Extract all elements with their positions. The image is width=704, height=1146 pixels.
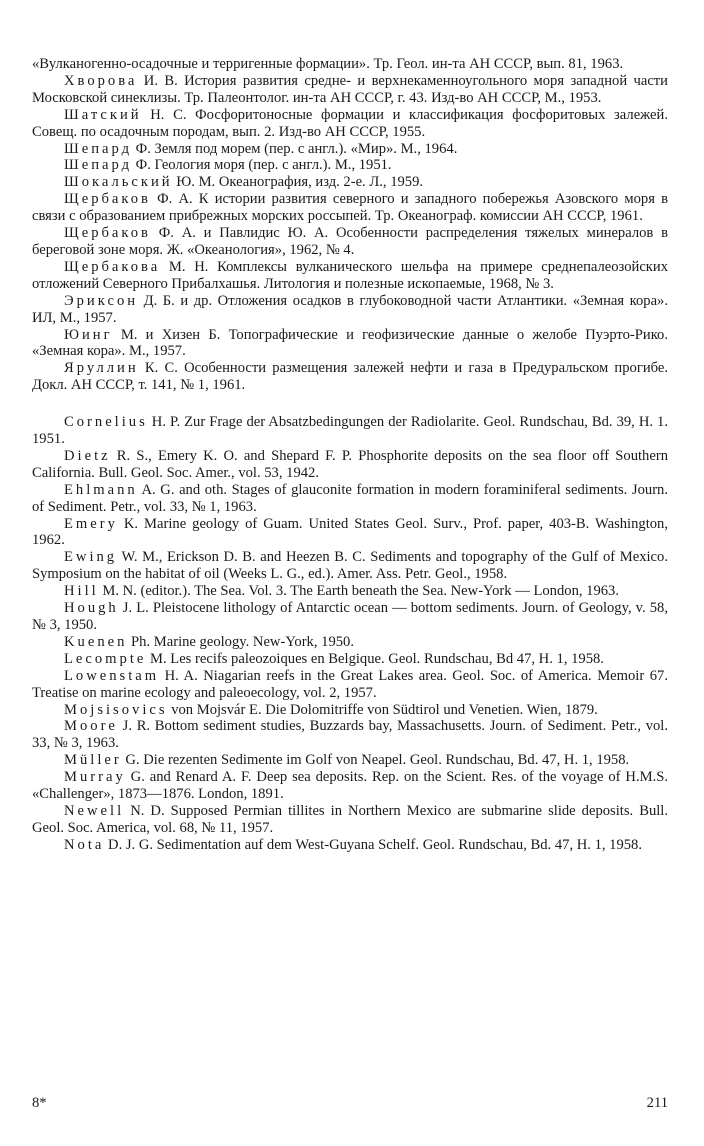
reference-author: Müller bbox=[64, 752, 122, 769]
reference-author: Шокальский bbox=[64, 174, 173, 191]
reference-text: М. и Хизен Б. Топографические и геофизические данные о желобе Пуэрто-Рико. «Земная кора». М., 1957. bbox=[32, 326, 668, 360]
reference-author: Щербакова bbox=[64, 258, 161, 275]
reference-entry bbox=[32, 141, 668, 158]
reference-entry bbox=[32, 73, 668, 107]
reference-author: Mojsisovics bbox=[64, 701, 168, 718]
reference-author: Moore bbox=[64, 718, 118, 735]
reference-entry bbox=[32, 191, 668, 225]
reference-text: И. В. История развития средне- и верхнекаменноугольного моря западной части Московской синеклизы. Тр. Палеонтолог. ин-та АН СССР, г. 43. Изд-во АН СССР, М., 1953. bbox=[32, 72, 668, 106]
reference-text: Д. Б. и др. Отложения осадков в глубоководной части Атлантики. «Земная кора». ИЛ, М., 1957. bbox=[32, 292, 668, 326]
reference-entry bbox=[32, 414, 668, 448]
reference-text: Ф. Земля под морем (пер. с англ.). «Мир». М., 1964. bbox=[132, 140, 458, 157]
reference-text: J. R. Bottom sediment studies, Buzzards bay, Massachusetts. Journ. of Sediment. Petr., vol. 33, № 3, 1963. bbox=[32, 718, 668, 752]
reference-text: Ф. А. К истории развития северного и западного побережья Азовского моря в связи с образованием прибрежных морских россыпей. Тр. Океанограф. комиссии АН СССР, 1961. bbox=[32, 191, 668, 225]
reference-text: Ф. Геология моря (пер. с англ.). М., 1951. bbox=[132, 157, 392, 174]
reference-entry bbox=[32, 516, 668, 550]
reference-entry bbox=[32, 803, 668, 837]
reference-entry bbox=[32, 448, 668, 482]
signature-mark: 8* bbox=[32, 1095, 47, 1111]
reference-author: Lowenstam bbox=[64, 667, 160, 684]
reference-entry bbox=[32, 549, 668, 583]
reference-author: Lecompte bbox=[64, 650, 147, 667]
references-foreign bbox=[32, 414, 668, 854]
section-gap bbox=[32, 394, 668, 414]
reference-text: J. L. Pleistocene lithology of Antarctic ocean — bottom sediments. Journ. of Geology, v. 58, № 3, 1950. bbox=[32, 600, 668, 633]
reference-author: Emery bbox=[64, 515, 118, 532]
reference-author: Шепард bbox=[64, 157, 133, 174]
reference-author: Murray bbox=[64, 769, 126, 786]
page-footer bbox=[32, 1095, 668, 1112]
reference-entry bbox=[32, 668, 668, 702]
reference-entry bbox=[32, 837, 668, 854]
reference-entry bbox=[32, 769, 668, 803]
reference-entry bbox=[32, 225, 668, 259]
reference-text: D. J. G. Sedimentation auf dem West-Guyana Schelf. Geol. Rundschau, Bd. 47, H. 1, 1958. bbox=[104, 836, 643, 853]
reference-author: Шепард bbox=[64, 140, 133, 157]
reference-text: G. and Renard A. F. Deep sea deposits. Rep. on the Scient. Res. of the voyage of H.M.S. «Challenger», 1873—1876. London, 1891. bbox=[32, 769, 668, 803]
reference-entry bbox=[32, 174, 668, 191]
reference-author: Шатский bbox=[64, 106, 142, 123]
reference-text: Ю. М. Океанография, изд. 2-е. Л., 1959. bbox=[172, 174, 424, 191]
page-number: 211 bbox=[646, 1095, 668, 1111]
references-russian bbox=[32, 56, 668, 394]
reference-text: К. С. Особенности размещения залежей нефти и газа в Предуральском прогибе. Докл. АН СССР, т. 141, № 1, 1961. bbox=[32, 360, 668, 394]
reference-text: M. N. (editor.). The Sea. Vol. 3. The Earth beneath the Sea. New-York — London, 1963. bbox=[98, 583, 620, 600]
reference-entry bbox=[32, 752, 668, 769]
reference-text: М. Н. Комплексы вулканического шельфа на примере среднепалеозойских отложений Северного Прибалхашья. Литология и полезные ископаемые, 1968, № 3. bbox=[32, 258, 668, 292]
reference-author: Cornelius bbox=[64, 414, 148, 431]
reference-text: M. Les recifs paleozoiques en Belgique. Geol. Rundschau, Bd 47, H. 1, 1958. bbox=[146, 650, 604, 667]
reference-author: Ehlmann bbox=[64, 481, 138, 498]
reference-entry bbox=[32, 718, 668, 752]
reference-author: Nota bbox=[64, 836, 105, 853]
reference-entry bbox=[32, 651, 668, 668]
reference-text: H. P. Zur Frage der Absatzbedingungen der Radiolarite. Geol. Rundschau, Bd. 39, H. 1. 1951. bbox=[32, 414, 668, 448]
reference-entry bbox=[32, 157, 668, 174]
reference-author: Щербаков bbox=[64, 225, 151, 242]
reference-entry bbox=[32, 583, 668, 600]
reference-text: «Вулканогенно-осадочные и терригенные формации». Тр. Геол. ин-та АН СССР, вып. 81, 1963. bbox=[32, 56, 624, 72]
reference-entry bbox=[32, 56, 668, 73]
reference-text: R. S., Emery K. O. and Shepard F. P. Phosphorite deposits on the sea floor off Southern California. Bull. Geol. Soc. Amer., vol. 53, 1942. bbox=[32, 447, 668, 481]
reference-text: Н. С. Фосфоритоносные формации и классификация фосфоритовых залежей. Совещ. по осадочным породам, вып. 2. Изд-во АН СССР, 1955. bbox=[32, 106, 668, 140]
reference-author: Newell bbox=[64, 802, 125, 819]
reference-entry bbox=[32, 702, 668, 719]
reference-text: N. D. Supposed Permian tillites in Northern Mexico are submarine slide deposits. Bull. Geol. Soc. America, vol. 68, № 11, 1957. bbox=[32, 802, 668, 836]
reference-author: Эриксон bbox=[64, 292, 139, 309]
reference-entry bbox=[32, 634, 668, 651]
reference-entry bbox=[32, 259, 668, 293]
reference-author: Хворова bbox=[64, 72, 138, 89]
reference-author: Яруллин bbox=[64, 360, 139, 377]
reference-author: Kuenen bbox=[64, 633, 128, 650]
reference-text: Ф. А. и Павлидис Ю. А. Особенности распределения тяжелых минералов в береговой зоне моря. Ж. «Океанология», 1962, № 4. bbox=[32, 225, 668, 258]
reference-author: Щербаков bbox=[64, 191, 151, 208]
reference-entry bbox=[32, 107, 668, 141]
reference-text: Ph. Marine geology. New-York, 1950. bbox=[127, 633, 354, 650]
reference-text: H. A. Niagarian reefs in the Great Lakes area. Geol. Soc. of America. Memoir 67. Treatise on marine ecology and paleoecology, vol. 2, 1957. bbox=[32, 667, 668, 701]
reference-text: A. G. and oth. Stages of glauconite formation in modern foraminiferal sediments. Journ. of Sediment. Petr., vol. 33, № 1, 1963. bbox=[32, 481, 668, 515]
reference-entry bbox=[32, 482, 668, 516]
reference-entry bbox=[32, 600, 668, 634]
page-content bbox=[32, 56, 668, 854]
reference-text: G. Die rezenten Sedimente im Golf von Neapel. Geol. Rundschau, Bd. 47, H. 1, 1958. bbox=[121, 752, 630, 769]
reference-author: Dietz bbox=[64, 447, 111, 464]
reference-author: Ewing bbox=[64, 549, 118, 566]
reference-author: Hill bbox=[64, 583, 99, 600]
reference-text: von Mojsvár E. Die Dolomitriffe von Südtirol und Venetien. Wien, 1879. bbox=[167, 701, 598, 718]
reference-text: W. M., Erickson D. B. and Heezen B. C. Sediments and topography of the Gulf of Mexico. Symposium on the habitat of oil (Weeks L. G., ed.). Amer. Ass. Petr. Geol., 1958. bbox=[32, 549, 668, 583]
reference-text: K. Marine geology of Guam. United States Geol. Surv., Prof. paper, 403-B. Washington, 1962. bbox=[32, 515, 668, 549]
reference-entry bbox=[32, 293, 668, 327]
reference-entry bbox=[32, 360, 668, 394]
reference-entry bbox=[32, 327, 668, 361]
reference-author: Hough bbox=[64, 600, 119, 617]
reference-author: Юинг bbox=[64, 326, 113, 343]
